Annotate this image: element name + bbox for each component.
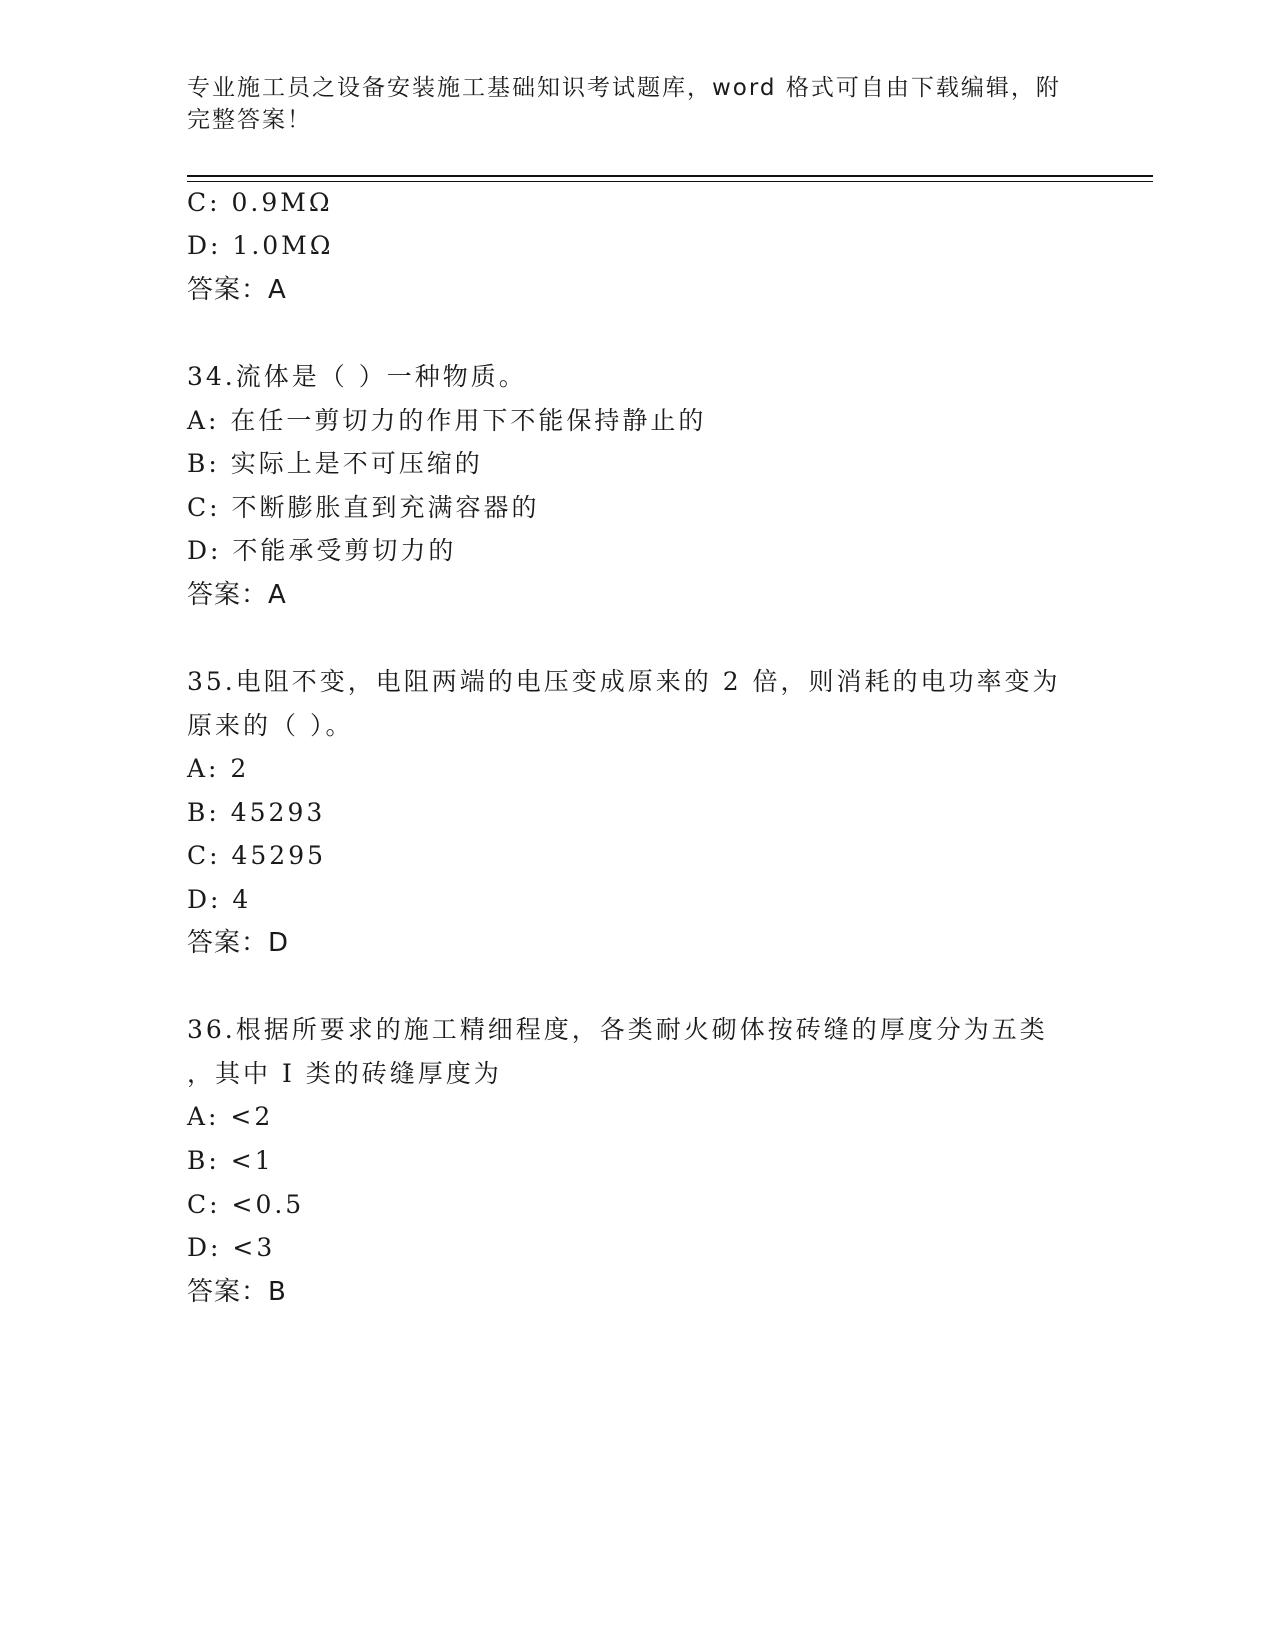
q34-answer: 答案：A bbox=[187, 580, 287, 610]
q35-option-b: B: 45293 bbox=[187, 798, 326, 827]
q35-option-a: A: 2 bbox=[187, 754, 250, 783]
prev-option-d: D: 1.0MΩ bbox=[187, 231, 334, 260]
q35-stem-line2: 原来的（ ）。 bbox=[187, 711, 354, 740]
q36-option-c: C: <0.5 bbox=[187, 1190, 305, 1219]
q34-option-d: D: 不能承受剪切力的 bbox=[187, 536, 457, 565]
q36-stem-line1: 36.根据所要求的施工精细程度，各类耐火砌体按砖缝的厚度分为五类 bbox=[187, 1015, 1048, 1044]
prev-option-c: C: 0.9MΩ bbox=[187, 188, 333, 217]
q35-stem-line1: 35.电阻不变，电阻两端的电压变成原来的 2 倍，则消耗的电功率变为 bbox=[187, 667, 1061, 696]
q34-option-c: C: 不断膨胀直到充满容器的 bbox=[187, 493, 540, 522]
header-divider-thick bbox=[187, 175, 1153, 177]
q34-option-b: B: 实际上是不可压缩的 bbox=[187, 449, 483, 478]
q36-option-a: A: <2 bbox=[187, 1102, 274, 1131]
q35-option-c: C: 45295 bbox=[187, 841, 327, 870]
q34-stem: 34.流体是（ ）一种物质。 bbox=[187, 362, 527, 391]
q35-answer: 答案：D bbox=[187, 928, 290, 958]
q35-option-d: D: 4 bbox=[187, 885, 252, 914]
prev-answer: 答案：A bbox=[187, 275, 287, 305]
document-header: 专业施工员之设备安装施工基础知识考试题库，word 格式可自由下载编辑，附完整答案！ bbox=[187, 75, 1061, 133]
q36-answer: 答案：B bbox=[187, 1277, 287, 1307]
header-divider-thin bbox=[187, 181, 1153, 182]
q36-stem-line2: ，其中 I 类的砖缝厚度为 bbox=[187, 1059, 502, 1088]
q36-option-b: B: <1 bbox=[187, 1146, 274, 1175]
q34-option-a: A: 在任一剪切力的作用下不能保持静止的 bbox=[187, 406, 707, 435]
q36-option-d: D: <3 bbox=[187, 1233, 276, 1262]
